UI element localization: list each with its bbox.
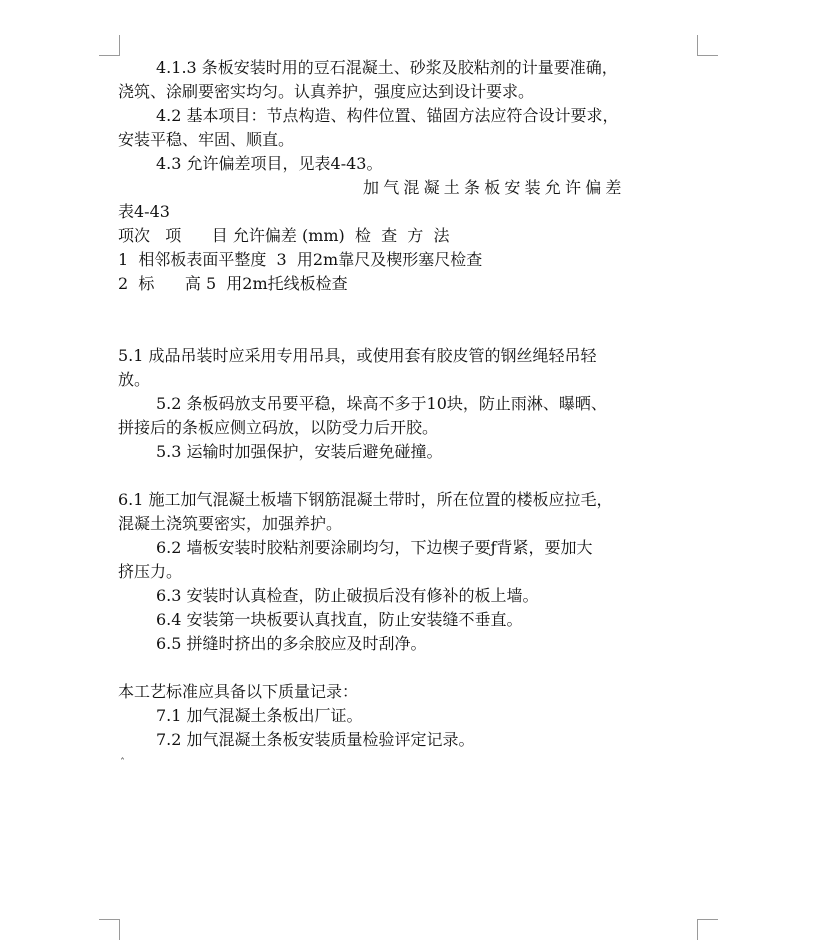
table-row-1: 1 相邻板表面平整度 3 用2m靠尺及楔形塞尺检查: [118, 250, 483, 269]
para-4-2-line1: 4.2 基本项目：节点构造、构件位置、锚固方法应符合设计要求，: [156, 106, 619, 125]
section-7-intro: 本工艺标准应具备以下质量记录：: [118, 682, 359, 701]
para-6-1-line1: 6.1 施工加气混凝土板墙下钢筋混凝土带时，所在位置的楼板应拉毛，: [118, 490, 613, 509]
crop-mark-bottom-left: [99, 919, 120, 940]
para-5-2-line2: 拼接后的条板应侧立码放，以防受力后开胶。: [118, 418, 439, 437]
paragraph-mark: ˆ: [120, 758, 125, 769]
table-row-2: 2 标 高 5 用2m托线板检查: [118, 274, 348, 293]
para-4-3: 4.3 允许偏差项目，见表4-43。: [156, 154, 383, 173]
crop-mark-bottom-right: [697, 919, 718, 940]
crop-mark-top-right: [697, 35, 718, 56]
para-6-5: 6.5 拼缝时挤出的多余胶应及时刮净。: [156, 634, 427, 653]
para-6-3: 6.3 安装时认真检查，防止破损后没有修补的板上墙。: [156, 586, 539, 605]
para-7-1: 7.1 加气混凝土条板出厂证。: [156, 706, 363, 725]
table-number: 表4-43: [118, 202, 170, 221]
para-7-2: 7.2 加气混凝土条板安装质量检验评定记录。: [156, 730, 475, 749]
para-6-1-line2: 混凝土浇筑要密实，加强养护。: [118, 514, 343, 533]
table-header: 项次 项 目 允许偏差 (mm) 检 查 方 法: [118, 226, 450, 245]
para-6-2-line2: 挤压力。: [118, 562, 183, 581]
para-4-1-3-line2: 浇筑、涂刷要密实均匀。认真养护，强度应达到设计要求。: [118, 82, 535, 101]
para-5-1-line2: 放。: [118, 370, 151, 389]
para-4-1-3-line1: 4.1.3 条板安装时用的豆石混凝土、砂浆及胶粘剂的计量要准确，: [156, 58, 618, 77]
para-6-4: 6.4 安装第一块板要认真找直，防止安装缝不垂直。: [156, 610, 523, 629]
crop-mark-top-left: [99, 35, 120, 56]
document-body: [118, 56, 698, 752]
para-4-2-line2: 安装平稳、牢固、顺直。: [118, 130, 295, 149]
para-5-3: 5.3 运输时加强保护，安装后避免碰撞。: [156, 442, 443, 461]
para-5-2-line1: 5.2 条板码放支吊要平稳，垛高不多于10块，防止雨淋、曝晒、: [156, 394, 607, 413]
para-5-1-line1: 5.1 成品吊装时应采用专用吊具，或使用套有胶皮管的钢丝绳轻吊轻: [118, 346, 597, 365]
para-6-2-line1: 6.2 墙板安装时胶粘剂要涂刷均匀，下边楔子要ƒ背紧，要加大: [156, 538, 593, 557]
table-title: 加气混凝土条板安装允许偏差: [363, 178, 626, 197]
